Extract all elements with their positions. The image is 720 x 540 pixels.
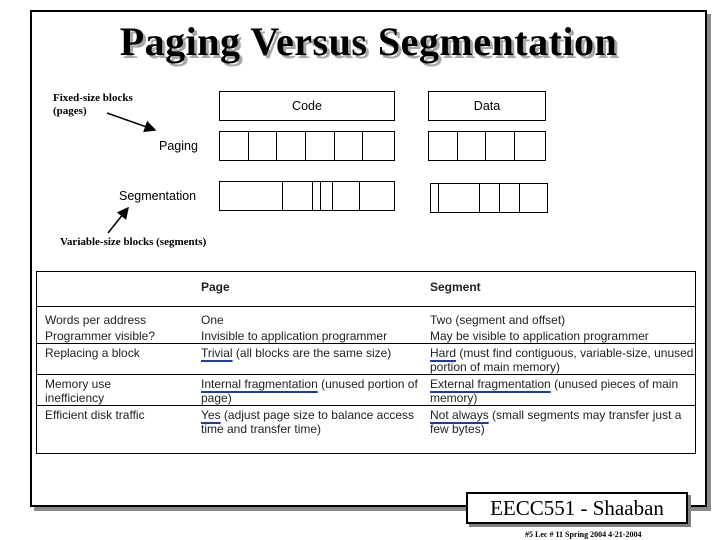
- row-page: [193, 344, 422, 375]
- page-desc: (all blocks are the same size): [232, 346, 392, 360]
- row-segment: May be visible to application programmer: [430, 329, 649, 343]
- row-segment: [422, 344, 695, 375]
- row-attr: Efficient disk traffic: [45, 408, 145, 422]
- data-label: Data: [473, 99, 501, 113]
- variable-note-arrow: [108, 208, 128, 233]
- row-segment: [422, 406, 695, 437]
- table-row: [37, 406, 695, 437]
- fixed-size-note-line2: (pages): [53, 105, 87, 117]
- segment-desc: (must find contiguous, variable-size, unused portion of main memory): [430, 346, 694, 374]
- course-badge: [466, 492, 688, 524]
- row-attr-line2: inefficiency: [45, 391, 105, 405]
- table-header-segment: Segment: [430, 280, 481, 294]
- row-segment: Two (segment and offset): [430, 313, 566, 327]
- comparison-table: [36, 271, 696, 454]
- table-row: [37, 344, 695, 375]
- segment-key: Hard: [430, 346, 457, 360]
- slide-title: Paging Versus Segmentation: [119, 19, 618, 64]
- table-row: [37, 307, 695, 328]
- lecture-info: #5 Lec # 11 Spring 2004 4-21-2004: [525, 530, 642, 539]
- page-key: Internal fragmentation: [201, 377, 318, 391]
- page-key: Yes: [201, 408, 221, 422]
- row-attr-line1: Memory use: [45, 377, 112, 391]
- table-header-page: Page: [201, 280, 230, 294]
- page-desc: (adjust page size to balance access time and transfer time): [201, 408, 415, 436]
- row-page: Invisible to application programmer: [201, 329, 388, 343]
- table-row: [37, 375, 695, 406]
- segment-key: External fragmentation: [430, 377, 551, 391]
- row-page: [193, 406, 422, 437]
- page-key: Trivial: [201, 346, 233, 360]
- segmentation-label: Segmentation: [119, 189, 197, 203]
- row-attr: Programmer visible?: [45, 329, 156, 343]
- row-segment: [422, 375, 695, 406]
- page-desc: (unused portion of page): [201, 377, 418, 405]
- code-label: Code: [292, 99, 322, 113]
- fixed-note-arrow: [107, 113, 155, 130]
- row-attr: Words per address: [45, 313, 147, 327]
- table-row: [37, 327, 695, 344]
- row-attr: Replacing a block: [45, 346, 140, 360]
- table-header-row: [37, 272, 695, 307]
- row-page: [193, 375, 422, 406]
- segment-desc: (small segments may transfer just a few bytes): [430, 408, 682, 436]
- table-header-blank: [37, 272, 193, 307]
- segment-key: Not always: [430, 408, 489, 422]
- row-page: One: [201, 313, 224, 327]
- paging-label: Paging: [159, 139, 198, 153]
- row-attr: [37, 375, 193, 406]
- segment-desc: (unused pieces of main memory): [430, 377, 679, 405]
- variable-size-note: Variable-size blocks (segments): [60, 236, 207, 248]
- fixed-size-note-line1: Fixed-size blocks: [53, 92, 133, 104]
- course-label: EECC551 - Shaaban: [490, 496, 664, 520]
